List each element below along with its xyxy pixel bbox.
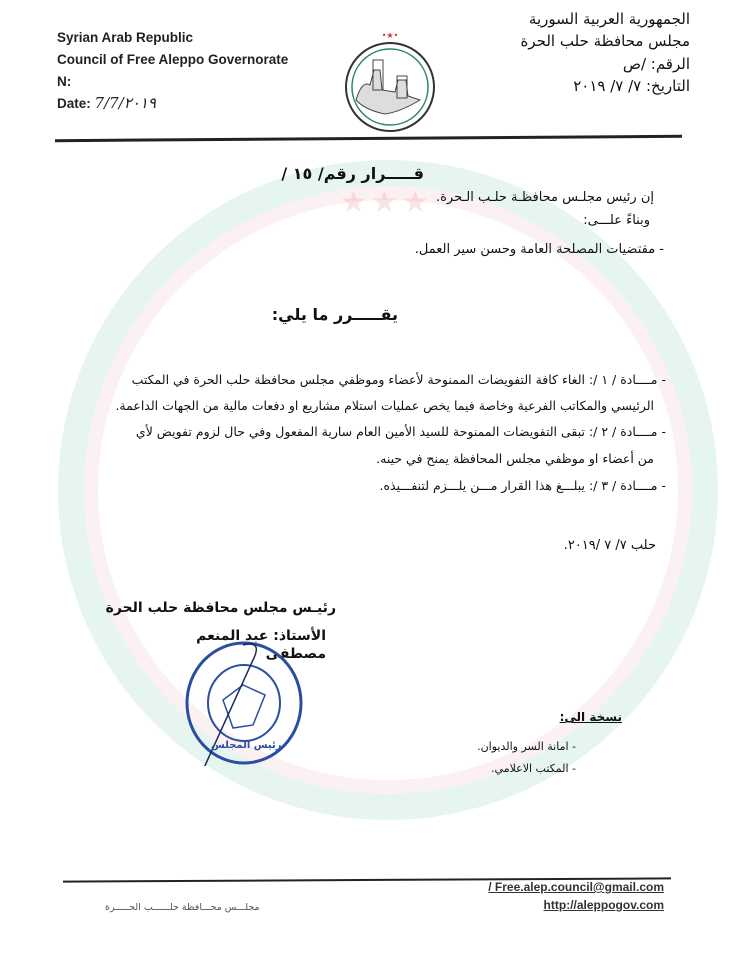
signature-name-line1: الأستاذ: عبد المنعم [196, 628, 326, 644]
footer-url[interactable]: http://aleppogov.com [543, 898, 664, 912]
stamp-text: رئيس المجلس [211, 740, 282, 751]
header-en-date [57, 94, 156, 112]
decides-heading: يقـــــرر ما يلي: [271, 305, 398, 324]
article-2-line-2: من أعضاء او موظفي مجلس المحافظة يمنح في حينه. [376, 451, 654, 466]
article-1-line-2: الرئيسي والمكاتب الفرعية وخاصة فيما يخص عمليات استلام مشاريع او دفعات مالية من الجهات الداعمة. [115, 398, 654, 413]
council-logo [340, 30, 440, 134]
place-date: حلب ٧/ ٧ /٢٠١٩. [563, 538, 656, 553]
footer-email[interactable]: / Free.alep.council@gmail.com [488, 880, 664, 894]
date-value: 7/7/٢٠١٩ [94, 94, 156, 112]
article-2-line-1: - مــــادة / ٢ /: تبقى التفويضات الممنوحة للسيد الأمين العام سارية المفعول وفي حال لزوم تفويض لأي [135, 424, 666, 439]
header-en-line1: Syrian Arab Republic [57, 30, 194, 45]
header-ar-line2: مجلس محافظة حلب الحرة [520, 32, 690, 50]
signature-title: رئيـس مجلس محافظة حلب الحرة [105, 600, 336, 616]
copies-item: - المكتب الاعلامي. [491, 762, 576, 775]
official-stamp [183, 640, 305, 766]
decision-based-on: وبناءً علـــى: [583, 213, 650, 228]
svg-text:•★•: •★• [381, 31, 399, 40]
article-1-line-1: - مــــادة / ١ /: الغاء كافة التفويضات الممنوحة لأعضاء وموظفي مجلس محافظة حلب الحرة في المكتب [131, 372, 666, 387]
copies-label: نسخة الى: [559, 710, 622, 724]
header-en-line2: Council of Free Aleppo Governorate [57, 52, 289, 67]
date-label: Date: [57, 96, 91, 111]
header-ar-line1: الجمهورية العربية السورية [528, 10, 690, 28]
decision-title: قـــــرار رقم/ ١٥ / [281, 164, 424, 183]
header-divider [55, 135, 682, 142]
footer-arabic-name: مجلـــس محـــافظة حلــــــب الحـــــرة [105, 902, 260, 913]
basis-item: - مقتضيات المصلحة العامة وحسن سير العمل. [414, 242, 664, 257]
decision-intro: إن رئيس مجلـس محافظـة حلـب الـحرة. [435, 190, 654, 205]
header-ar-number: الرقم: /ص [622, 55, 690, 73]
signature-name-line2: مصطفى [265, 646, 326, 662]
article-3-line-1: - مــــادة / ٣ /: يبلـــغ هذا القرار مـــن يلـــزم لتنفـــيذه. [379, 478, 666, 493]
watermark-stars: ★★★ [340, 185, 433, 220]
header-ar-date: التاريخ: ٧/ ٧/ ٢٠١٩ [573, 77, 690, 95]
copies-item: - امانة السر والديوان. [477, 740, 576, 753]
header-en-number-label: N: [57, 74, 72, 89]
